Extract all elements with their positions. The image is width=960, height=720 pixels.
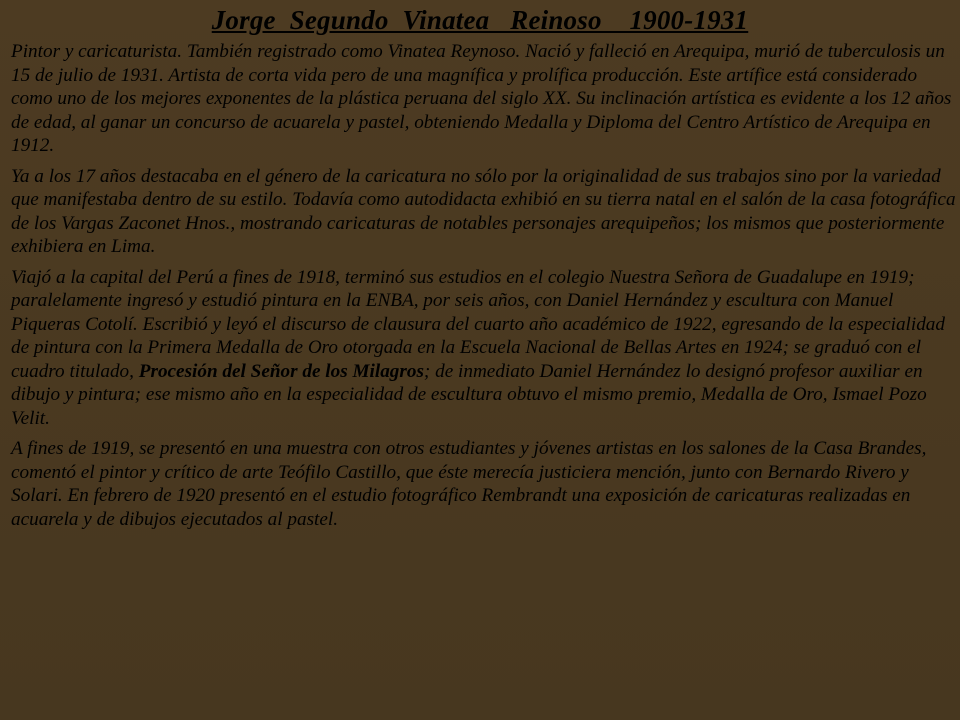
paragraph-studies-text-end: ; de inmediato Daniel Hernández lo designó profesor auxiliar en dibujo y pintura; ese mismo año en la especialidad de escultura obtuvo el mismo premio, Medalla de Oro, Ismael Pozo Velit. <box>11 360 927 429</box>
biography-text <box>11 40 957 538</box>
artwork-title: Procesión del Señor de los Milagros <box>138 360 424 382</box>
paragraph-exhibitions: A fines de 1919, se presentó en una muestra con otros estudiantes y jóvenes artistas en los salones de la Casa Brandes, comentó el pintor y crítico de arte Teófilo Castillo, que éste merecía justiciera mención, junto con Bernardo Rivero y Solari. En febrero de 1920 presentó en el estudio fotográfico Rembrandt una exposición de caricaturas realizadas en acuarela y de dibujos ejecutados al pastel. <box>11 438 927 530</box>
paragraph-studies-text-start: Viajó a la capital del Perú a fines de 1918, terminó sus estudios en el colegio Nuestra Señora de Guadalupe en 1919; paralelamente ingresó y estudió pintura en la ENBA, por seis años, con Daniel Hernández y escultura con Manuel Piqueras Cotolí. Escribió y leyó el discurso de clausura del cuarto año académico de 1922, egresando de la especialidad de pintura con la Primera Medalla de Oro otorgada en la Escuela Nacional de Bellas Artes en 1924; se graduó con el cuadro titulado, <box>11 266 945 382</box>
page-title: Jorge Segundo Vinatea Reinoso 1900-1931 <box>211 5 749 35</box>
paragraph-studies <box>11 266 957 431</box>
paragraph-caricature: Ya a los 17 años destacaba en el género de la caricatura no sólo por la originalidad de sus trabajos sino por la variedad que manifestaba dentro de su estilo. Todavía como autodidacta exhibió en su tierra natal en el salón de la casa fotográfica de los Vargas Zaconet Hnos., mostrando caricaturas de notables personajes arequipeños; los mismos que posteriormente exhibiera en Lima. <box>11 165 956 257</box>
paragraph-intro: Pintor y caricaturista. También registrado como Vinatea Reynoso. Nació y falleció en Arequipa, murió de tuberculosis un 15 de julio de 1931. Artista de corta vida pero de una magnífica y prolífica producción. Este artífice está considerado como uno de los mejores exponentes de la plástica peruana del siglo XX. Su inclinación artística es evidente a los 12 años de edad, al ganar un concurso de acuarela y pastel, obteniendo Medalla y Diploma del Centro Artístico de Arequipa en 1912. <box>11 41 952 156</box>
